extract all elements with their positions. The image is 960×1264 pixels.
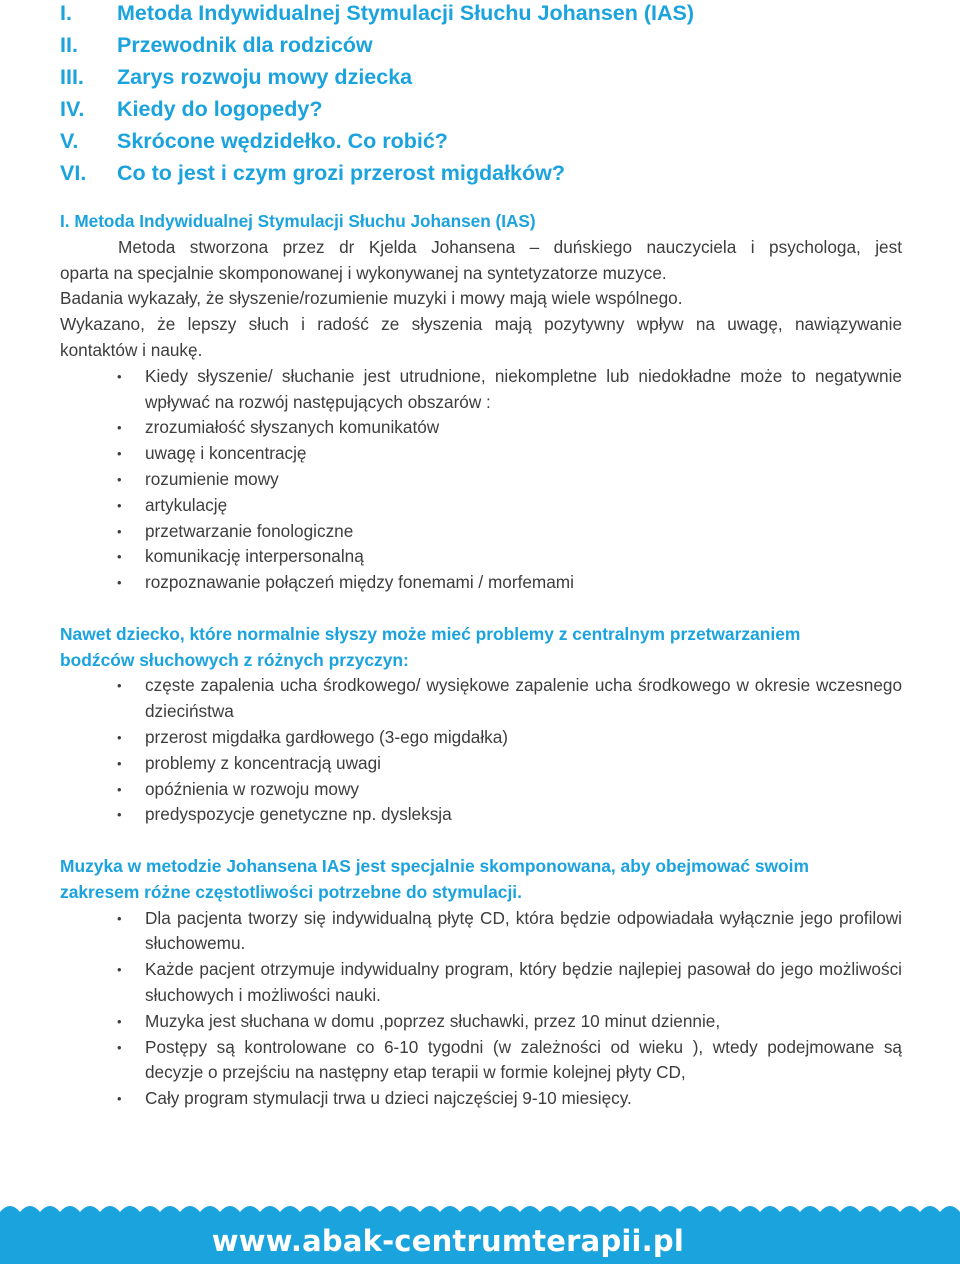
list-item-text: Dla pacjenta tworzy się indywidualną płytę CD, która będzie odpowiadała wyłącznie jego profilowi słuchowemu.: [145, 907, 902, 954]
list-item: [117, 957, 902, 1009]
toc-title: Co to jest i czym grozi przerost migdałków?: [117, 161, 565, 185]
bullet-icon: •: [117, 575, 122, 591]
list-item: [117, 570, 902, 596]
finding-line-1: Wykazano, że lepszy słuch i radość ze słyszenia mają pozytywny wpływ na uwagę, nawiązywanie: [60, 314, 902, 335]
list-item: [117, 673, 902, 725]
toc-item-6[interactable]: [60, 160, 940, 192]
list-item: [117, 441, 902, 467]
list-item-text: problemy z koncentracją uwagi: [145, 752, 381, 773]
footer-banner: [0, 1194, 960, 1264]
bullet-icon: •: [117, 1039, 122, 1055]
causes-list: [60, 673, 902, 828]
list-item: [117, 1035, 902, 1087]
research-line: Badania wykazały, że słyszenie/rozumienie muzyki i mowy mają wiele wspólnego.: [60, 288, 683, 309]
bullet-icon: •: [117, 755, 122, 771]
toc-item-2[interactable]: [60, 32, 940, 64]
list-item: [117, 751, 902, 777]
toc-title: Przewodnik dla rodziców: [117, 33, 373, 57]
toc-number: IV.: [60, 97, 85, 121]
list-item: [117, 802, 902, 828]
bullet-icon: •: [117, 549, 122, 565]
list-item-text: komunikację interpersonalną: [145, 546, 364, 567]
bullet-icon: •: [117, 368, 122, 384]
list-item-text: Muzyka jest słuchana w domu ,poprzez słuchawki, przez 10 minut dziennie,: [145, 1010, 721, 1031]
music-heading-line-2: zakresem różne częstotliwości potrzebne do stymulacji.: [60, 881, 522, 902]
list-item-text: rozumienie mowy: [145, 468, 279, 489]
music-list: [60, 906, 902, 1112]
list-item: [117, 415, 902, 441]
finding-line-2: kontaktów i naukę.: [60, 339, 203, 360]
list-item: [117, 544, 902, 570]
causes-heading-line-2: bodźców słuchowych z różnych przyczyn:: [60, 649, 409, 670]
hearing-areas-list: [60, 364, 902, 596]
toc-title: Zarys rozwoju mowy dziecka: [117, 65, 413, 89]
toc-number: III.: [60, 65, 84, 89]
bullet-icon: •: [117, 446, 122, 462]
list-item-text: częste zapalenia ucha środkowego/ wysiękowe zapalenie ucha środkowego w okresie wczesnego dzieciństwa: [145, 675, 902, 722]
bullet-icon: •: [117, 678, 122, 694]
list-item: [117, 493, 902, 519]
bullet-icon: •: [117, 781, 122, 797]
toc-title: Skrócone wędzidełko. Co robić?: [117, 129, 448, 153]
list-item: [117, 906, 902, 958]
list-item-text: zrozumiałość słyszanych komunikatów: [145, 417, 440, 438]
toc-number: II.: [60, 33, 78, 57]
list-item-text: opóźnienia w rozwoju mowy: [145, 778, 359, 799]
list-item: [117, 777, 902, 803]
toc-item-1[interactable]: [60, 0, 940, 32]
list-item: [117, 1009, 902, 1035]
list-item-text: Każde pacjent otrzymuje indywidualny program, który będzie najlepiej pasował do jego możliwości słuchowych i możliwości nauki.: [145, 959, 902, 1005]
table-of-contents: [60, 0, 940, 192]
bullet-icon: •: [117, 420, 122, 436]
toc-number: I.: [60, 1, 72, 25]
bullet-icon: •: [117, 807, 122, 823]
list-item-text: Kiedy słyszenie/ słuchanie jest utrudnione, niekompletne lub niedokładne może to negatywnie wpływać na rozwój następujących obszarów :: [145, 365, 902, 412]
list-item: [117, 467, 902, 493]
bullet-icon: •: [117, 523, 122, 539]
footer-url[interactable]: www.abak-centrumterapii.pl: [211, 1224, 684, 1258]
list-item: [117, 725, 902, 751]
list-item-text: przerost migdałka gardłowego (3-ego migdałka): [145, 726, 509, 747]
bullet-icon: •: [117, 1091, 122, 1107]
list-item-text: Cały program stymulacji trwa u dzieci najczęściej 9-10 miesięcy.: [145, 1088, 632, 1109]
music-heading-line-1: Muzyka w metodzie Johansena IAS jest specjalnie skomponowana, aby obejmować swoim: [60, 855, 809, 876]
intro-line-1: Metoda stworzona przez dr Kjelda Johansena – duńskiego nauczyciela i psychologa, jest: [118, 236, 902, 257]
list-item: [117, 519, 902, 545]
toc-title: Kiedy do logopedy?: [117, 97, 323, 121]
list-item-text: Postępy są kontrolowane co 6-10 tygodni (w zależności od wieku ), wtedy podejmowane są decyzje o przejściu na następny etap terapii w formie kolejnej płyty CD,: [145, 1036, 902, 1083]
toc-title: Metoda Indywidualnej Stymulacji Słuchu Johansen (IAS): [117, 1, 695, 25]
bullet-icon: •: [117, 471, 122, 487]
section-heading: I. Metoda Indywidualnej Stymulacji Słuchu Johansen (IAS): [60, 211, 536, 231]
bullet-icon: •: [117, 1013, 122, 1029]
list-item-text: rozpoznawanie połączeń między fonemami / morfemami: [145, 572, 574, 593]
causes-heading-line-1: Nawet dziecko, które normalnie słyszy może mieć problemy z centralnym przetwarzaniem: [60, 623, 801, 644]
list-item: [117, 1086, 902, 1112]
bullet-icon: •: [117, 497, 122, 513]
list-item-text: uwagę i koncentrację: [145, 443, 307, 464]
bullet-icon: •: [117, 962, 122, 978]
toc-item-3[interactable]: [60, 64, 940, 96]
toc-number: V.: [60, 129, 79, 153]
main-content: [60, 209, 902, 1112]
toc-number: VI.: [60, 161, 87, 185]
toc-item-5[interactable]: [60, 128, 940, 160]
toc-item-4[interactable]: [60, 96, 940, 128]
list-item-text: przetwarzanie fonologiczne: [145, 520, 354, 541]
bullet-icon: •: [117, 729, 122, 745]
bullet-icon: •: [117, 910, 122, 926]
intro-line-2: oparta na specjalnie skomponowanej i wykonywanej na syntetyzatorze muzyce.: [60, 262, 667, 283]
list-item: [117, 364, 902, 416]
list-item-text: predyspozycje genetyczne np. dysleksja: [145, 804, 452, 825]
list-item-text: artykulację: [145, 494, 228, 515]
